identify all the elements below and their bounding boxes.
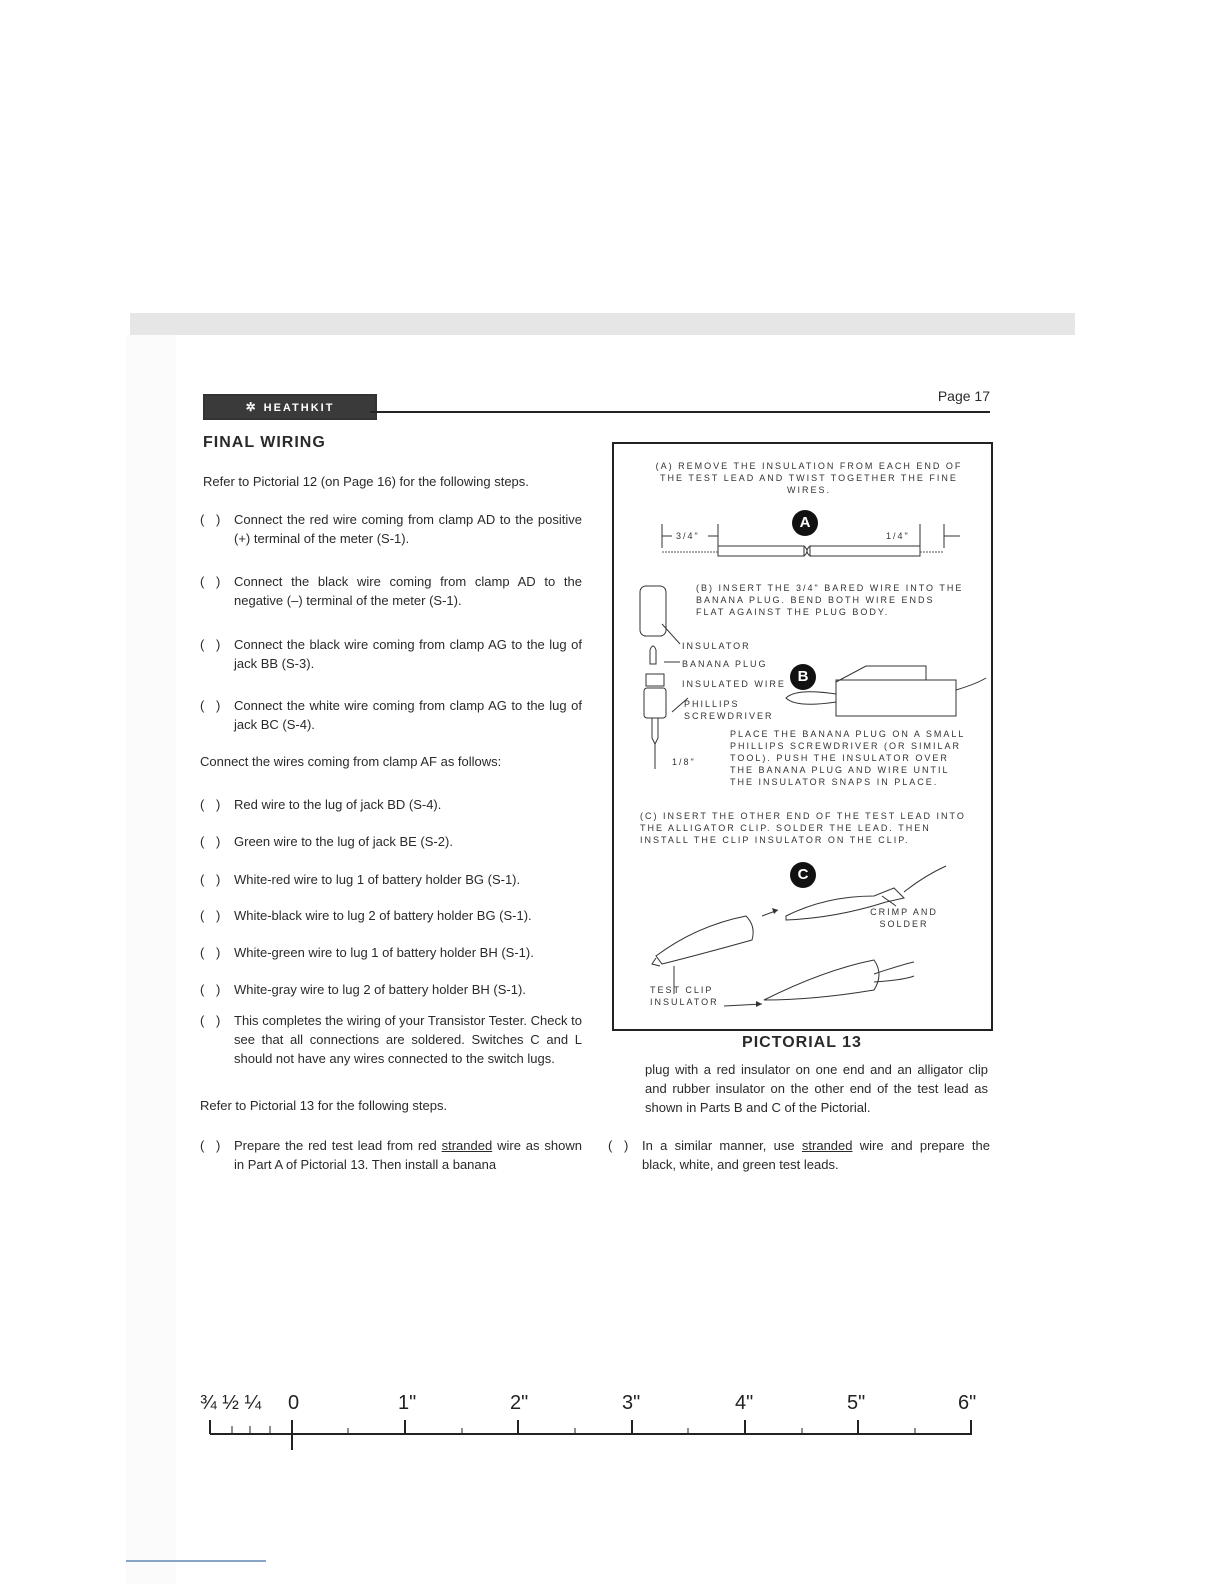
step-4 xyxy=(200,696,582,734)
step-10 xyxy=(200,980,582,999)
ruler-label-2: 2" xyxy=(510,1392,529,1414)
ruler-scale xyxy=(200,1416,990,1452)
label-insulated-wire: INSULATED WIRE xyxy=(682,679,786,689)
ruler-fraction-label: ¾ ½ ¼ xyxy=(200,1392,262,1414)
bottom-scan-edge xyxy=(126,1560,266,1562)
label-banana-plug: BANANA PLUG xyxy=(682,659,768,669)
checkbox[interactable]: ( ) xyxy=(200,797,225,812)
step-text: White-green wire to lug 1 of battery holder BH (S-1). xyxy=(234,945,534,960)
atom-icon: ✲ xyxy=(245,400,258,414)
left-margin xyxy=(126,335,176,1584)
ruler-label-1: 1" xyxy=(398,1392,417,1414)
part-a-text: (A) REMOVE THE INSULATION FROM EACH END OF THE TEST LEAD AND TWIST TOGETHER THE FINE WIRES. xyxy=(655,461,963,495)
checkbox[interactable]: ( ) xyxy=(200,945,225,960)
step-3 xyxy=(200,635,582,673)
header-rule xyxy=(370,411,990,413)
part-b-place-text: PLACE THE BANANA PLUG ON A SMALL PHILLIPS SCREWDRIVER (OR SIMILAR TOOL). PUSH THE INSULATOR OVER THE BANANA PLUG AND WIRE UNTIL THE INSULATOR SNAPS IN PLACE. xyxy=(730,729,966,787)
checkbox[interactable]: ( ) xyxy=(200,982,225,997)
checkbox[interactable]: ( ) xyxy=(200,637,225,652)
section-title: FINAL WIRING xyxy=(203,434,326,451)
step-text: White-gray wire to lug 2 of battery holder BH (S-1). xyxy=(234,982,526,997)
continuation-text: plug with a red insulator on one end and an alligator clip and rubber insulator on the other end of the test lead as shown in Parts B and C of the Pictorial. xyxy=(645,1062,988,1115)
label-phillips-screwdriver: PHILLIPS SCREWDRIVER xyxy=(684,699,774,721)
checkbox[interactable]: ( ) xyxy=(200,1013,225,1028)
step-text: Red wire to the lug of jack BD (S-4). xyxy=(234,797,442,812)
pictorial-caption: PICTORIAL 13 xyxy=(742,1034,862,1051)
intro-text: Refer to Pictorial 12 (on Page 16) for the following steps. xyxy=(203,474,529,489)
wire-diagram xyxy=(614,524,991,564)
ruler-label-3: 3" xyxy=(622,1392,641,1414)
inch-ruler xyxy=(200,1392,990,1452)
step-text: This completes the wiring of your Transistor Tester. Check to see that all connections are soldered. Switches C and L should not have any wires connected to the switch lugs. xyxy=(234,1013,582,1066)
dim-eighth: 1/8" xyxy=(672,757,696,767)
step-7 xyxy=(200,870,582,889)
dim-quarter: 1/4" xyxy=(886,531,910,541)
step-text: Connect the white wire coming from clamp AG to the lug of jack BC (S-4). xyxy=(234,698,582,732)
step-6 xyxy=(200,832,582,851)
step-11 xyxy=(200,1011,582,1068)
ruler-label-4: 4" xyxy=(735,1392,754,1414)
test-clip-insulator-label: TEST CLIP INSULATOR xyxy=(650,985,719,1007)
step-text: Prepare the red test lead from red stranded wire as shown in Part A of Pictorial 13. Then install a banana xyxy=(234,1138,582,1172)
step-prepare-red xyxy=(200,1136,582,1174)
step-2 xyxy=(200,572,582,610)
step-5 xyxy=(200,795,582,814)
label-insulator: INSULATOR xyxy=(682,641,751,651)
step-text: Green wire to the lug of jack BE (S-2). xyxy=(234,834,453,849)
checkbox[interactable]: ( ) xyxy=(608,1138,633,1153)
step-9 xyxy=(200,943,582,962)
af-intro: Connect the wires coming from clamp AF as follows: xyxy=(200,754,502,769)
step-text: Connect the black wire coming from clamp AG to the lug of jack BB (S-3). xyxy=(234,637,582,671)
part-b-text: (B) INSERT THE 3/4" BARED WIRE INTO THE BANANA PLUG. BEND BOTH WIRE ENDS FLAT AGAINST THE PLUG BODY. xyxy=(696,583,964,617)
pictorial-13-figure xyxy=(612,442,993,1031)
step-1 xyxy=(200,510,582,548)
step-text: Connect the black wire coming from clamp AD to the negative (–) terminal of the meter (S-1). xyxy=(234,574,582,608)
scan-band xyxy=(130,313,1075,335)
checkbox[interactable]: ( ) xyxy=(200,834,225,849)
page-number: Page 17 xyxy=(937,388,990,404)
part-c-text: (C) INSERT THE OTHER END OF THE TEST LEAD INTO THE ALLIGATOR CLIP. SOLDER THE LEAD. THEN INSTALL THE CLIP INSULATOR ON THE CLIP. xyxy=(640,811,966,845)
crimp-solder-label: CRIMP AND SOLDER xyxy=(870,907,938,929)
ruler-label-6: 6" xyxy=(958,1392,977,1414)
banana-plug-drawing xyxy=(614,574,991,774)
badge-c: C xyxy=(790,862,816,888)
checkbox[interactable]: ( ) xyxy=(200,872,225,887)
ruler-label-0: 0 xyxy=(288,1392,300,1414)
checkbox[interactable]: ( ) xyxy=(200,512,225,527)
dim-three-quarter: 3/4" xyxy=(676,531,700,541)
ruler-label-5: 5" xyxy=(847,1392,866,1414)
step-text: In a similar manner, use stranded wire and prepare the black, white, and green test leads. xyxy=(642,1138,990,1172)
step-text: White-black wire to lug 2 of battery holder BG (S-1). xyxy=(234,908,532,923)
step-8 xyxy=(200,906,582,925)
refer-pictorial-13: Refer to Pictorial 13 for the following steps. xyxy=(200,1098,448,1113)
step-text: Connect the red wire coming from clamp AD to the positive (+) terminal of the meter (S-1). xyxy=(234,512,582,546)
alligator-clip-drawing xyxy=(614,844,991,1024)
step-text: White-red wire to lug 1 of battery holder BG (S-1). xyxy=(234,872,521,887)
badge-a: A xyxy=(792,510,818,536)
checkbox[interactable]: ( ) xyxy=(200,574,225,589)
step-similar-leads xyxy=(608,1136,990,1174)
checkbox[interactable]: ( ) xyxy=(200,1138,225,1153)
badge-b: B xyxy=(790,664,816,690)
heathkit-logo: ✲ HEATHKIT xyxy=(203,394,377,420)
checkbox[interactable]: ( ) xyxy=(200,698,225,713)
checkbox[interactable]: ( ) xyxy=(200,908,225,923)
